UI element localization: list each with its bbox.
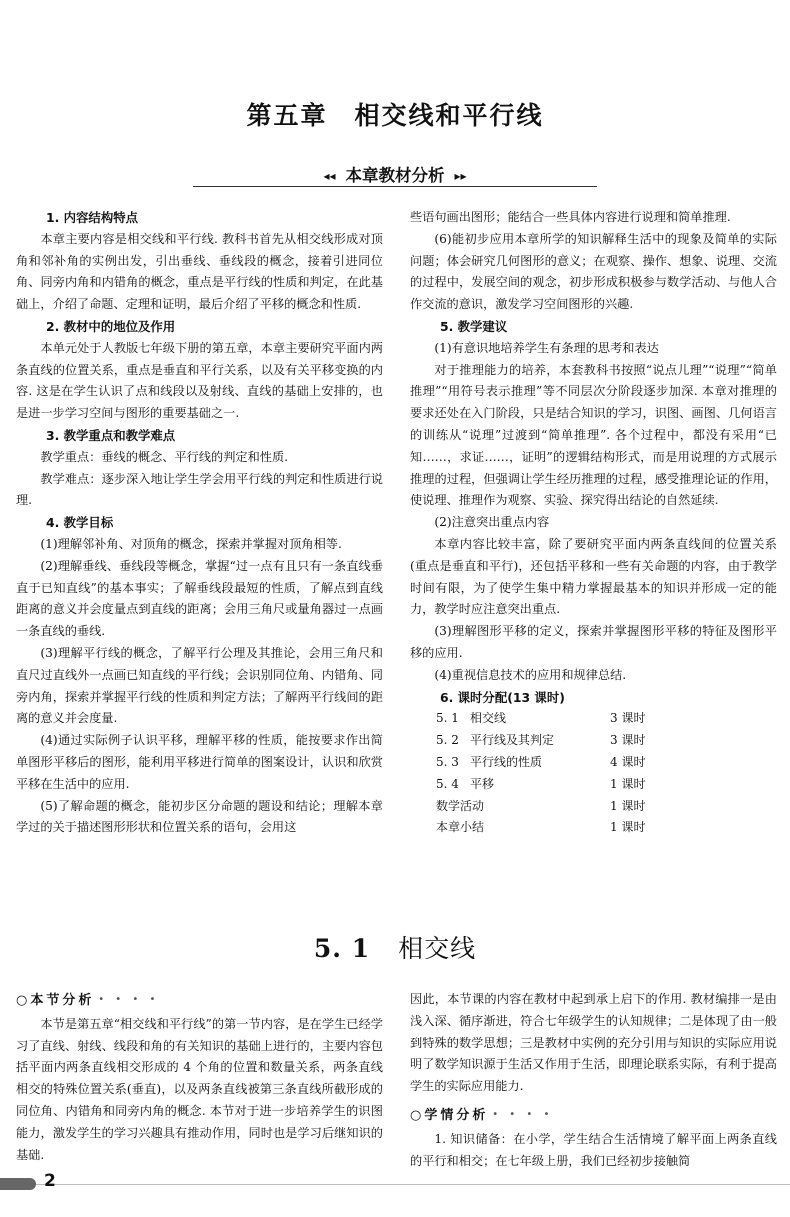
schedule-name: 平行线及其判定 (470, 733, 555, 748)
footer-tab-icon (0, 1178, 36, 1190)
suggestion-title: (2)注意突出重点内容 (434, 515, 550, 530)
heading-content-structure: 1. 内容结构特点 (46, 210, 138, 225)
paragraph: 1. 知识储备：在小学，学生结合生活情境了解平面上两条直线的平行和相交；在七年级上册，我们已经初步接触简 (410, 1131, 777, 1168)
schedule-name: 本章小结 (436, 820, 485, 835)
paragraph: 本章内容比较丰富，除了要研究平面内两条直线间的位置关系(重点是垂直和平行)，还包括平移和一些有关命题的内容，由于教学时间有限，为了使学生集中精力掌握最基本的知识并形成一定的能力，教学时应注意突出重点. (410, 536, 777, 617)
suggestion-title: (1)有意识地培养学生有条理的思考和表达 (434, 340, 659, 355)
goal-item: (2)理解垂线、垂线段等概念，掌握“过一点有且只有一条直线垂直于已知直线”的基本事实；了解垂线段最短的性质，了解点到直线距离的意义并会度量点到直线的距离；会用三角尺或量角器过一点画一条直线的垂线. (16, 558, 383, 639)
goal-item: (5)了解命题的概念，能初步区分命题的题设和结论；理解本章学过的关于描述图形形状和位置关系的语句，会用这 (16, 798, 383, 835)
schedule-name: 平行线的性质 (470, 754, 543, 769)
analysis-header-title: 本章教材分析 (345, 166, 445, 185)
heading-position-role: 2. 教材中的地位及作用 (46, 318, 176, 334)
right-column (410, 207, 777, 839)
suggestion-item: (3)理解图形平移的定义，探索并掌握图形平移的特征及图形平移的应用. (410, 624, 777, 660)
schedule-num: 5. 2 (436, 733, 459, 748)
paragraph: 本章主要内容是相交线和平行线. 教科书首先从相交线形成对顶角和邻补角的实例出发，引出垂线、垂线段的概念，接着引进同位角、同旁内角和内错角的概念，重点是平行线的性质和判定，在此基础上，介绍了命题、定理和证明，最后介绍了平移的概念和性质. (16, 231, 383, 312)
right-arrows-icon: ▸▸ (454, 169, 467, 183)
table-row (436, 752, 645, 774)
schedule-name: 相交线 (470, 711, 507, 726)
schedule-hours: 3 课时 (610, 733, 646, 748)
page-number: 2 (44, 1171, 56, 1191)
schedule-hours: 4 课时 (610, 754, 646, 769)
heading-key-points: 3. 教学重点和教学难点 (46, 427, 176, 443)
subsection-label (16, 989, 383, 1012)
schedule-table (436, 708, 645, 839)
goal-item: (3)理解平行线的概念，了解平行公理及其推论，会用三角尺和直尺过直线外一点画已知直线的平行线；会识别同位角、内错角、同旁内角，探索并掌握平行线的性质和判定方法；了解两平行线间的距离的意义并会度量. (16, 645, 383, 726)
paragraph: 因此，本节课的内容在教材中起到承上启下的作用. 教材编排一是由浅入深、循序渐进，符合七年级学生的认知规律；二是体现了由一般到特殊的数学思想；三是教材中实例的充分引用与知识的实际应用说明了数学知识源于生活又作用于生活，即理论联系实际，有利于提高学生的实际应用能力. (410, 992, 777, 1094)
schedule-num: 5. 3 (436, 754, 459, 769)
footer-rule (0, 1184, 790, 1185)
goal-item: (4)通过实际例子认识平移，理解平移的性质，能按要求作出简单图形平移后的图形，能利用平移进行简单的图案设计，认识和欣赏平移在生活中的应用. (16, 733, 383, 791)
paragraph: 对于推理能力的培养，本套教科书按照“说点儿理”“说理”“简单推理”“用符号表示推理”等不同层次分阶段逐步加深. 本章对推理的要求还处在入门阶段，只是结合知识的学习，识图、画图、几何语言的训练从“说理”过渡到“简单推理”. 各个过程中，都没有采用“已知……，求证……，证明”的逻辑结构形式，而是用说理的方式展示推理的过程，但强调让学生经历推理的过程，感受推理论证的作用，使说理、推理作为观察、实验、探究得出结论的自然延续. (410, 362, 777, 508)
paragraph: 本节是第五章“相交线和平行线”的第一节内容，是在学生已经学习了直线、射线、线段和角的有关知识的基础上进行的，主要内容包括平面内两条直线相交形成的 4 个角的位置和数量关系，两条直线相交的特殊位置关系(垂直)，以及两条直线被第三条直线所截形成的同位角、内错角和同旁内角的概念. 本节对于进一步培养学生的识图能力，激发学生的学习兴趣具有推动作用，同时也是学习后继知识的基础. (16, 1016, 383, 1162)
table-row (436, 817, 645, 839)
schedule-name: 平移 (470, 776, 495, 791)
suggestion-item: (4)重视信息技术的应用和规律总结. (434, 667, 627, 682)
section-right-column (410, 989, 777, 1172)
schedule-num: 5. 1 (436, 711, 459, 726)
section-title (0, 929, 790, 965)
left-column (16, 207, 383, 839)
heading-schedule: 6. 课时分配(13 课时) (440, 689, 565, 705)
heading-suggestions: 5. 教学建议 (440, 318, 508, 334)
dots-icon: • • • • (492, 1108, 554, 1120)
learner-analysis-label: ○学情分析 (410, 1107, 489, 1123)
subsection-label (410, 1104, 777, 1127)
chapter-title: 第五章 相交线和平行线 (246, 101, 544, 130)
schedule-name: 数学活动 (436, 798, 485, 813)
header-rule (193, 186, 597, 187)
goal-item: (6)能初步应用本章所学的知识解释生活中的现象及简单的实际问题；体会研究几何图形的意义；在观察、操作、想象、说理、交流的过程中，发展空间的观念，初步形成积极参与数学活动、与他人合作交流的意识，激发学习空间图形的兴趣. (410, 231, 777, 312)
table-row (436, 708, 645, 730)
schedule-hours: 1 课时 (610, 776, 646, 791)
left-arrows-icon: ◂◂ (323, 169, 336, 183)
heading-goals: 4. 教学目标 (46, 515, 114, 531)
paragraph: 教学难点：逐步深入地让学生学会用平行线的判定和性质进行说理. (16, 471, 383, 508)
goal-item: (1)理解邻补角、对顶角的概念，探索并掌握对顶角相等. (40, 536, 342, 551)
schedule-num: 5. 4 (436, 776, 459, 791)
table-row (436, 774, 645, 796)
section-left-column (16, 989, 383, 1166)
section-name: 相交线 (398, 934, 477, 963)
section-analysis-label: ○本节分析 (16, 993, 95, 1008)
schedule-hours: 3 课时 (610, 711, 646, 726)
dots-icon: • • • • (98, 994, 160, 1005)
table-row (436, 730, 645, 752)
table-row (436, 796, 645, 818)
paragraph: 本单元处于人教版七年级下册的第五章，本章主要研究平面内两条直线的位置关系，重点是垂直和平行关系，以及有关平移变换的内容. 这是在学生认识了点和线段以及射线、直线的基础上安排的，也是进一步学习空间与图形的重要基础之一. (16, 340, 383, 421)
paragraph: 教学重点：垂线的概念、平行线的判定和性质. (40, 449, 289, 464)
section-number: 5. 1 (313, 934, 371, 963)
schedule-hours: 1 课时 (610, 798, 646, 813)
paragraph: 些语句画出图形；能结合一些具体内容进行说理和简单推理. (410, 210, 731, 224)
analysis-header (0, 162, 790, 186)
schedule-hours: 1 课时 (610, 820, 646, 835)
